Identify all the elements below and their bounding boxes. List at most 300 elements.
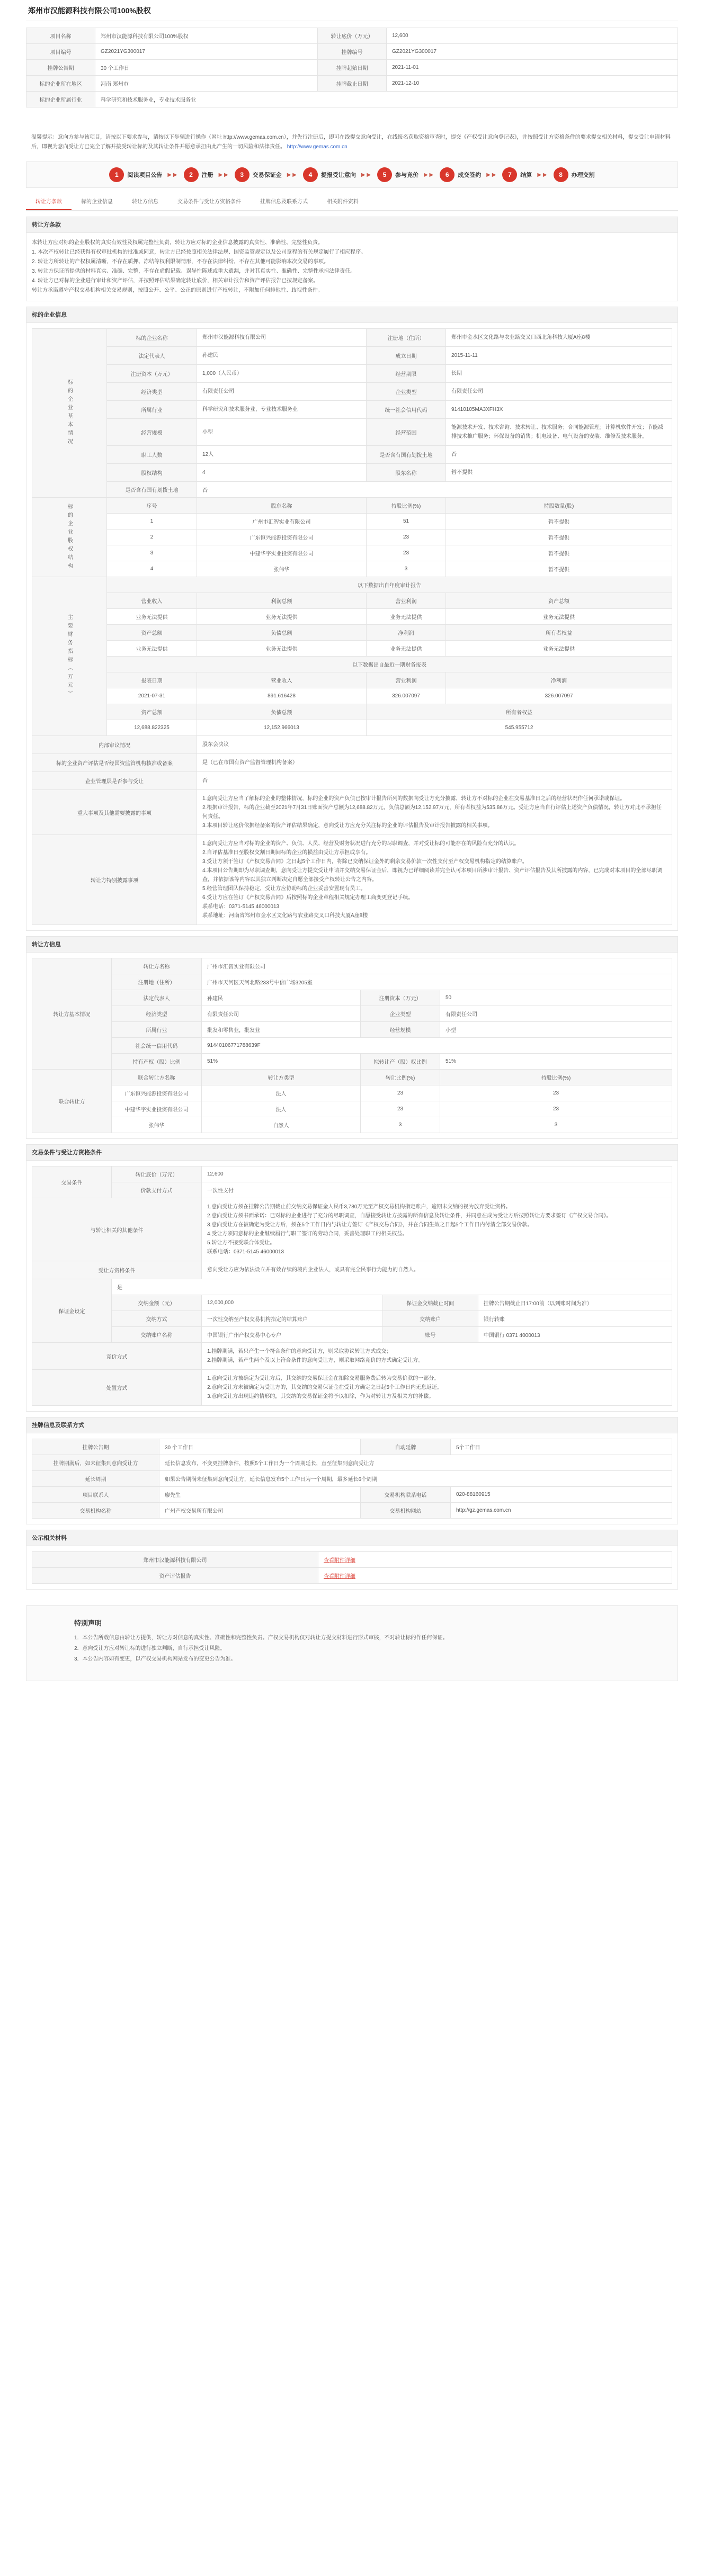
column-header: 报表日期 bbox=[107, 672, 197, 688]
field-label: 交易机构网站 bbox=[361, 1503, 451, 1519]
table-row bbox=[32, 1327, 672, 1343]
table-cell: 暂不提供 bbox=[446, 529, 672, 545]
field-label: 是否含有国有划拨土地 bbox=[367, 446, 446, 464]
table-cell: 业务无法提供 bbox=[197, 641, 367, 657]
field-label: 经营期限 bbox=[367, 365, 446, 383]
table-row bbox=[32, 958, 672, 974]
table-cell: 法人 bbox=[202, 1101, 361, 1117]
terms-line: 3. 转让方保证所提供的材料真实、准确、完整，不存在虚假记载、误导性陈述或重大遗漏，并对其真实性、准确性、完整性承担法律责任。 bbox=[32, 268, 356, 274]
column-header: 负债总额 bbox=[197, 625, 367, 641]
field-label: 所属行业 bbox=[112, 1022, 202, 1038]
section-transferor-info bbox=[26, 936, 678, 1139]
step-label: 参与竞价 bbox=[395, 172, 419, 178]
column-header: 负债总额 bbox=[197, 704, 367, 720]
table-row bbox=[32, 1439, 672, 1455]
table-row bbox=[26, 44, 678, 60]
table-cell: 326.007097 bbox=[367, 688, 446, 704]
notice-link[interactable]: http://www.gemas.com.cn bbox=[287, 144, 347, 150]
table-cell: 暂不提供 bbox=[446, 514, 672, 529]
process-step bbox=[303, 167, 371, 182]
field-value: 91410105MA3XFH3X bbox=[446, 401, 672, 419]
field-value: 1,000（人民币） bbox=[197, 365, 367, 383]
process-steps bbox=[26, 161, 678, 188]
step-number: 6 bbox=[440, 167, 455, 182]
table-cell: 545.955712 bbox=[367, 720, 672, 736]
field-label: 统一社会信用代码 bbox=[367, 401, 446, 419]
field-value: 郑州市汉能源科技有限公司 bbox=[197, 329, 367, 347]
step-number: 4 bbox=[303, 167, 318, 182]
field-value: 郑州市金水区文化路与农业路交叉口西北角科技大厦A座8楼 bbox=[446, 329, 672, 347]
field-label: 自动延牌 bbox=[361, 1439, 451, 1455]
field-label: 注册资本（万元） bbox=[107, 365, 197, 383]
field-value: 否 bbox=[197, 772, 672, 790]
field-value: 5个工作日 bbox=[451, 1439, 672, 1455]
attachment-name: 资产评估报告 bbox=[32, 1568, 318, 1584]
table-cell: 业务无法提供 bbox=[107, 609, 197, 625]
table-cell: 23 bbox=[440, 1085, 672, 1101]
field-label: 项目联系人 bbox=[32, 1487, 159, 1503]
process-step bbox=[502, 167, 547, 182]
table-cell: 326.007097 bbox=[446, 688, 672, 704]
tab-2[interactable]: 标的企业信息 bbox=[81, 199, 113, 205]
field-label: 是否含有国有划拨土地 bbox=[107, 482, 197, 498]
table-cell: 中建华宇实业投资有限公司 bbox=[197, 545, 367, 561]
table-row bbox=[32, 1006, 672, 1022]
table-cell: 张伟华 bbox=[112, 1117, 202, 1133]
field-label: 转让方特别披露事项 bbox=[32, 835, 197, 925]
section-title: 交易条件与受让方资格条件 bbox=[26, 1145, 678, 1161]
field-label: 交纳金额（元） bbox=[112, 1295, 202, 1311]
process-step bbox=[235, 167, 297, 182]
column-header: 转让比例(%) bbox=[361, 1070, 440, 1085]
field-value: GZ2021YG300017 bbox=[95, 44, 318, 60]
field-label: 股权结构 bbox=[107, 464, 197, 482]
field-label: 项目编号 bbox=[26, 44, 95, 60]
column-header: 联合转让方名称 bbox=[112, 1070, 202, 1085]
statement-line: 2．意向受让方应对转让标的进行独立判断，自行承担受让风险。 bbox=[74, 1646, 226, 1651]
field-value: 暂不提供 bbox=[446, 464, 672, 482]
group-label: 保证金设定 bbox=[32, 1279, 112, 1343]
field-label: 保证金交纳截止时间 bbox=[382, 1295, 478, 1311]
tab-5[interactable]: 挂牌信息及联系方式 bbox=[260, 199, 308, 205]
table-row bbox=[32, 1117, 672, 1133]
table-row bbox=[32, 835, 672, 925]
table-row bbox=[32, 1070, 672, 1085]
table-cell: 51 bbox=[367, 514, 446, 529]
field-label: 标的企业名称 bbox=[107, 329, 197, 347]
field-value: 有限责任公司 bbox=[440, 1006, 672, 1022]
group-label: 受让方资格条件 bbox=[32, 1261, 202, 1279]
table-cell: 2021-07-31 bbox=[107, 688, 197, 704]
table-row bbox=[32, 641, 672, 657]
table-cell: 法人 bbox=[202, 1085, 361, 1101]
table-cell: 3 bbox=[361, 1117, 440, 1133]
view-attachment-link[interactable]: 查看附件详细 bbox=[324, 1558, 355, 1564]
section-title: 标的企业信息 bbox=[26, 307, 678, 323]
column-header: 净利润 bbox=[367, 625, 446, 641]
field-value: 孙建民 bbox=[197, 347, 367, 365]
table-cell: 业务无法提供 bbox=[367, 609, 446, 625]
table-cell: 12,152.966013 bbox=[197, 720, 367, 736]
table-row bbox=[32, 1471, 672, 1487]
table-row bbox=[32, 772, 672, 790]
table-row bbox=[32, 1552, 672, 1568]
table-cell: 业务无法提供 bbox=[197, 609, 367, 625]
field-label: 持有产权（股）比例 bbox=[112, 1054, 202, 1070]
step-label: 结算 bbox=[520, 172, 532, 178]
section-listing-info bbox=[26, 1417, 678, 1524]
table-row bbox=[32, 688, 672, 704]
table-row bbox=[32, 1343, 672, 1370]
column-header: 股东名称 bbox=[197, 498, 367, 514]
field-value: 河南 郑州市 bbox=[95, 76, 318, 92]
table-row bbox=[32, 446, 672, 464]
field-value: 中国银行 0371 4000013 bbox=[478, 1327, 672, 1343]
group-label: 主要财务指标（万元） bbox=[32, 577, 107, 736]
tab-6[interactable]: 相关附件资料 bbox=[327, 199, 359, 205]
step-number: 5 bbox=[377, 167, 392, 182]
field-label: 标的企业资产评估是否经国资监管机构核准或备案 bbox=[32, 754, 197, 772]
field-label: 挂牌期满后，如未征集到意向受让方 bbox=[32, 1455, 159, 1471]
column-header: 利润总额 bbox=[197, 593, 367, 609]
field-label: 挂牌截止日期 bbox=[318, 76, 387, 92]
field-label: 内部审议情况 bbox=[32, 736, 197, 754]
tab-3[interactable]: 转让方信息 bbox=[132, 199, 158, 205]
special-statement bbox=[26, 1605, 678, 1681]
field-value: 有限责任公司 bbox=[202, 1006, 361, 1022]
field-value: 是 bbox=[112, 1279, 672, 1295]
table-cell: 3 bbox=[440, 1117, 672, 1133]
column-header: 序号 bbox=[107, 498, 197, 514]
fin-subheader: 以下数据出自年度审计报告 bbox=[107, 577, 672, 593]
process-step bbox=[440, 167, 496, 182]
table-cell: 暂不提供 bbox=[446, 561, 672, 577]
table-row bbox=[32, 720, 672, 736]
field-value: 是（已在市国有资产监督管理机构备案） bbox=[197, 754, 672, 772]
table-cell: 广东恒兴能源投资有限公司 bbox=[197, 529, 367, 545]
field-label: 经济类型 bbox=[112, 1006, 202, 1022]
table-row bbox=[32, 625, 672, 641]
field-label: 交纳账户名称 bbox=[112, 1327, 202, 1343]
column-header: 净利润 bbox=[446, 672, 672, 688]
table-cell: 23 bbox=[367, 545, 446, 561]
field-value: 2015-11-11 bbox=[446, 347, 672, 365]
field-value: 51% bbox=[202, 1054, 361, 1070]
attachment-name: 郑州市汉能源科技有限公司 bbox=[32, 1552, 318, 1568]
table-cell: 业务无法提供 bbox=[446, 609, 672, 625]
field-value: 广州市汇智实业有限公司 bbox=[202, 958, 672, 974]
field-value: 30 个工作日 bbox=[159, 1439, 361, 1455]
terms-line: 本转让方应对标的企业股权的真实有效性及权属完整性负责，转让方应对标的企业信息披露的真实性、准确性、完整性负责。 bbox=[32, 240, 323, 246]
attachment-link-cell bbox=[318, 1552, 672, 1568]
field-value: 科学研究和技术服务业，专业技术服务业 bbox=[95, 92, 678, 107]
notice-text: 温馨提示：意向方参与该项目，请按以下要求参与，请按以下步骤进行操作（网址 http://www.gemas.com.cn），并先行注册后，即可在线提交意向受让，在线报名获取资格审查时，提交《产权受让意向登记表》，并按照受让方资格条件的要求提交相关材料，提交受让申请材料后，即视为意向受让方已完全了解并接受转让标的及其转让条件并愿意承担由此产生的一切风险和法律责任。 http://www.gemas.com.cn bbox=[31, 134, 671, 150]
table-row bbox=[32, 401, 672, 419]
table-cell: 12,688.822325 bbox=[107, 720, 197, 736]
field-label: 重大事项及其他需要披露的事项 bbox=[32, 790, 197, 835]
column-header: 转让方类型 bbox=[202, 1070, 361, 1085]
section-title: 挂牌信息及联系方式 bbox=[26, 1417, 678, 1433]
table-cell: 张伟华 bbox=[197, 561, 367, 577]
field-label: 标的企业所属行业 bbox=[26, 92, 95, 107]
field-label: 延长周期 bbox=[32, 1471, 159, 1487]
column-header: 营业利润 bbox=[367, 672, 446, 688]
table-row bbox=[32, 1261, 672, 1279]
step-number: 7 bbox=[502, 167, 517, 182]
column-header: 资产总额 bbox=[107, 704, 197, 720]
table-row bbox=[32, 1054, 672, 1070]
statement-line: 1．本公告所载信息由转让方提供，转让方对信息的真实性、准确性和完整性负责。产权交易机构仅对转让方提交材料进行形式审核，不对转让标的作任何保证。 bbox=[74, 1635, 448, 1641]
table-row bbox=[32, 365, 672, 383]
table-row bbox=[32, 482, 672, 498]
arrow-icon: ▶ ▶ bbox=[167, 172, 177, 178]
field-label: 注册地（住所） bbox=[367, 329, 446, 347]
table-row bbox=[26, 28, 678, 44]
field-label: 经济类型 bbox=[107, 383, 197, 401]
table-cell: 23 bbox=[367, 529, 446, 545]
field-value: 12人 bbox=[197, 446, 367, 464]
table-cell: 23 bbox=[361, 1085, 440, 1101]
fin-subheader: 以下数据出自最近一期财务报表 bbox=[107, 657, 672, 672]
project-summary-table bbox=[26, 28, 678, 107]
field-label: 股东名称 bbox=[367, 464, 446, 482]
field-label: 法定代表人 bbox=[107, 347, 197, 365]
group-label: 交易条件 bbox=[32, 1166, 112, 1198]
section-attachments bbox=[26, 1530, 678, 1590]
table-row bbox=[32, 561, 672, 577]
process-step bbox=[377, 167, 433, 182]
table-row bbox=[32, 593, 672, 609]
group-label: 竞价方式 bbox=[32, 1343, 202, 1370]
column-header: 营业利润 bbox=[367, 593, 446, 609]
statement-title: 特别声明 bbox=[74, 1619, 102, 1627]
arrow-icon: ▶ ▶ bbox=[218, 172, 228, 178]
group-label: 与转让相关的其他条件 bbox=[32, 1198, 202, 1261]
table-cell: 业务无法提供 bbox=[107, 641, 197, 657]
table-row bbox=[32, 1503, 672, 1519]
field-label: 职工人数 bbox=[107, 446, 197, 464]
field-value: 批发和零售业，批发业 bbox=[202, 1022, 361, 1038]
field-value: 否 bbox=[197, 482, 672, 498]
table-row bbox=[32, 1279, 672, 1295]
field-label: 标的企业所在地区 bbox=[26, 76, 95, 92]
table-row bbox=[32, 383, 672, 401]
field-label: 挂牌公告期 bbox=[26, 60, 95, 76]
field-label: 交易机构名称 bbox=[32, 1503, 159, 1519]
step-number: 8 bbox=[554, 167, 568, 182]
table-row bbox=[32, 1166, 672, 1182]
field-label: 挂牌起始日期 bbox=[318, 60, 387, 76]
table-row bbox=[32, 1022, 672, 1038]
table-cell: 891.616428 bbox=[197, 688, 367, 704]
step-number: 1 bbox=[109, 167, 124, 182]
group-label: 标的企业基本情况 bbox=[32, 329, 107, 498]
table-cell: 暂不提供 bbox=[446, 545, 672, 561]
table-row bbox=[32, 1101, 672, 1117]
table-row bbox=[32, 704, 672, 720]
table-row bbox=[32, 347, 672, 365]
column-header: 持股比例(%) bbox=[440, 1070, 672, 1085]
field-value: 小型 bbox=[440, 1022, 672, 1038]
column-header: 持股数量(股) bbox=[446, 498, 672, 514]
field-value: 郑州市汉能源科技有限公司100%股权 bbox=[95, 28, 318, 44]
field-label: 法定代表人 bbox=[112, 990, 202, 1006]
table-row bbox=[32, 1182, 672, 1198]
table-row bbox=[32, 1311, 672, 1327]
table-row bbox=[32, 419, 672, 446]
arrow-icon: ▶ ▶ bbox=[537, 172, 547, 178]
terms-line: 4. 转让方已对标的企业进行审计和资产评估，并按照评估结果确定转让底价，相关审计报告和资产评估报告已按规定备案。 bbox=[32, 278, 319, 284]
table-row bbox=[32, 1455, 672, 1471]
table-row bbox=[32, 672, 672, 688]
table-cell: 4 bbox=[107, 561, 197, 577]
step-label: 提报受让意向 bbox=[320, 172, 356, 178]
field-value: 50 bbox=[440, 990, 672, 1006]
field-label: 挂牌公告期 bbox=[32, 1439, 159, 1455]
section-transferor-terms bbox=[26, 217, 678, 301]
field-label: 企业管理层是否参与受让 bbox=[32, 772, 197, 790]
field-value: 1.意向受让方被确定为受让方后，其交纳的交易保证金在扣除交易服务费后转为交易价款的一部分。 2.意向受让方未被确定为受让方的，其交纳的交易保证金在受让方确定之日起5个工作日内无息返还。 3.意向受让方出现违约情形的，其交纳的交易保证金将予以扣除，作为对转让方及相关方的补偿。 bbox=[202, 1370, 672, 1406]
section-trade-conditions bbox=[26, 1144, 678, 1412]
field-value: GZ2021YG300017 bbox=[387, 44, 678, 60]
field-value: 有限责任公司 bbox=[446, 383, 672, 401]
table-cell: 2 bbox=[107, 529, 197, 545]
table-row bbox=[32, 577, 672, 593]
field-label: 经营规模 bbox=[361, 1022, 440, 1038]
step-label: 阅读项目公告 bbox=[127, 172, 163, 178]
column-header: 持股比例(%) bbox=[367, 498, 446, 514]
table-cell: 3 bbox=[107, 545, 197, 561]
field-value: 广州产权交易所有限公司 bbox=[159, 1503, 361, 1519]
field-label: 注册地（住所） bbox=[112, 974, 202, 990]
process-step bbox=[554, 167, 595, 182]
field-value: 020-88160915 bbox=[451, 1487, 672, 1503]
field-label: 经营范围 bbox=[367, 419, 446, 446]
field-label: 价款支付方式 bbox=[112, 1182, 202, 1198]
table-cell: 23 bbox=[361, 1101, 440, 1117]
arrow-icon: ▶ ▶ bbox=[287, 172, 297, 178]
group-label: 标的企业股权结构 bbox=[32, 498, 107, 577]
field-label: 企业类型 bbox=[361, 1006, 440, 1022]
field-label: 交纳账户 bbox=[382, 1311, 478, 1327]
table-row bbox=[32, 1198, 672, 1261]
process-step bbox=[184, 167, 228, 182]
page-header bbox=[26, 0, 678, 21]
field-value: 意向受让方应为依法设立并有效存续的境内企业法人，或具有完全民事行为能力的自然人。 bbox=[202, 1261, 672, 1279]
group-label: 联合转让方 bbox=[32, 1070, 112, 1133]
field-value: 1.意向受让方应当对标的企业的资产、负债、人员、经营及财务状况进行充分的尽职调查，并对受让标的可能存在的风险有充分的认识。 2.自评估基准日至股权交割日期间标的企业的损益由受让方承担或享有。 3.受让方须于签订《产权交易合同》之日起5个工作日内，将除已交纳保证金外的剩余交易价款一次性支付至产权交易机构指定的结算账户。 4.本项目公告期即为尽职调查期，意向受让方提交受让申请并交纳交易保证金后，即视为已详细阅读并完全认可本项目所涉审计报告、资产评估报告及其所披露的内容，已完成对本项目的全部尽职调查，并依据该等内容以其独立判断决定自愿全部接受产权转让公告之内容。 5.经营管理团队保持稳定，受让方应协助标的企业妥善安置现有员工。 6.受让方应在签订《产权交易合同》后按照标的企业章程相关规定办理工商变更登记手续。 联系电话：0371-5145 46000013 联系地址：河南省郑州市金水区文化路与农业路交叉口科技大厦A座8楼 bbox=[197, 835, 672, 925]
field-label: 交易机构联系电话 bbox=[361, 1487, 451, 1503]
table-row bbox=[32, 736, 672, 754]
field-value: 广州市天河区天河北路233号中信广场3205室 bbox=[202, 974, 672, 990]
field-value: 一次性交纳至产权交易机构指定的结算账户 bbox=[202, 1311, 383, 1327]
group-label: 处置方式 bbox=[32, 1370, 202, 1406]
column-header: 营业收入 bbox=[197, 672, 367, 688]
table-row bbox=[32, 464, 672, 482]
field-value: 延长信息发布，不变更挂牌条件，按照5个工作日为一个周期延长，直至征集到意向受让方 bbox=[159, 1455, 672, 1471]
column-header: 所有者权益 bbox=[446, 625, 672, 641]
field-value: 长期 bbox=[446, 365, 672, 383]
field-value: 一次性支付 bbox=[202, 1182, 672, 1198]
field-label: 拟转让产（股）权比例 bbox=[361, 1054, 440, 1070]
table-row bbox=[32, 657, 672, 672]
table-row bbox=[32, 545, 672, 561]
field-value: 股东会决议 bbox=[197, 736, 672, 754]
table-row bbox=[26, 60, 678, 76]
section-tabs bbox=[26, 194, 678, 211]
field-value: 孙建民 bbox=[202, 990, 361, 1006]
field-value: 能源技术开发、技术咨询、技术转让、技术服务；合同能源管理；计算机软件开发；节能减排技术推广服务；环保设备的销售；机电设备、电气设备的安装、维修及技术服务。 bbox=[446, 419, 672, 446]
table-row bbox=[32, 974, 672, 990]
field-value: 中国银行广州产权交易中心专户 bbox=[202, 1327, 383, 1343]
section-title: 转让方条款 bbox=[26, 217, 678, 233]
page-title: 郑州市汉能源科技有限公司100%股权 bbox=[28, 6, 151, 15]
step-number: 3 bbox=[235, 167, 249, 182]
step-label: 交易保证金 bbox=[252, 172, 282, 178]
field-label: 所属行业 bbox=[107, 401, 197, 419]
field-value: 12,000,000 bbox=[202, 1295, 383, 1311]
table-cell: 1 bbox=[107, 514, 197, 529]
table-row bbox=[32, 609, 672, 625]
view-attachment-link[interactable]: 查看附件详细 bbox=[324, 1574, 355, 1579]
table-row bbox=[32, 1085, 672, 1101]
table-row bbox=[32, 1370, 672, 1406]
field-value: 2021-12-10 bbox=[387, 76, 678, 92]
group-label: 转让方基本情况 bbox=[32, 958, 112, 1070]
field-label: 转让方名称 bbox=[112, 958, 202, 974]
tab-1[interactable]: 转让方条款 bbox=[26, 194, 72, 210]
terms-line: 转让方承诺遵守产权交易机构相关交易规则，按照公开、公平、公正的原则进行产权转让，不附加任何排他性、歧视性条件。 bbox=[32, 288, 323, 293]
field-value: 4 bbox=[197, 464, 367, 482]
step-number: 2 bbox=[184, 167, 199, 182]
field-value: 12,600 bbox=[202, 1166, 672, 1182]
field-value: 91440106771788639F bbox=[202, 1038, 672, 1054]
field-label: 社会统一信用代码 bbox=[112, 1038, 202, 1054]
field-value: 小型 bbox=[197, 419, 367, 446]
tab-4[interactable]: 交易条件与受让方资格条件 bbox=[177, 199, 241, 205]
table-cell: 自然人 bbox=[202, 1117, 361, 1133]
arrow-icon: ▶ ▶ bbox=[361, 172, 371, 178]
field-value: 1.意向受让方须在挂牌公告期截止前交纳交易保证金人民币3,780万元至产权交易机构指定账户，逾期未交纳的视为放弃受让资格。 2.意向受让方须书面承诺：已对标的企业进行了充分的尽职调查，自愿接受转让方披露的所有信息及转让条件，并同意在成为受让方后按照转让方要求签订《产权交易合同》。 3.意向受让方在被确定为受让方后，须在5个工作日内与转让方签订《产权交易合同》，并在合同生效之日起5个工作日内付清全部交易价款。 4.受让方须同意标的企业继续履行与职工签订的劳动合同，妥善处理职工的相关权益。 5.转让方不接受联合体受让。 联系电话：0371-5145 46000013 bbox=[202, 1198, 672, 1261]
step-label: 办理交割 bbox=[571, 172, 595, 178]
field-value: 银行转账 bbox=[478, 1311, 672, 1327]
field-label: 经营规模 bbox=[107, 419, 197, 446]
table-row bbox=[32, 790, 672, 835]
field-value: 如果公告期满未征集到意向受让方，延长信息发布5个工作日为一个周期，最多延长6个周期 bbox=[159, 1471, 672, 1487]
field-label: 项目名称 bbox=[26, 28, 95, 44]
field-value: http://gz.gemas.com.cn bbox=[451, 1503, 672, 1519]
field-label: 转让底价（万元） bbox=[318, 28, 387, 44]
table-row bbox=[32, 529, 672, 545]
step-label: 注册 bbox=[201, 172, 213, 178]
column-header: 资产总额 bbox=[107, 625, 197, 641]
table-row bbox=[32, 1487, 672, 1503]
table-row bbox=[26, 92, 678, 107]
table-row bbox=[32, 1038, 672, 1054]
table-row bbox=[32, 498, 672, 514]
column-header: 资产总额 bbox=[446, 593, 672, 609]
table-cell: 23 bbox=[440, 1101, 672, 1117]
table-row bbox=[32, 1295, 672, 1311]
field-value: 30 个工作日 bbox=[95, 60, 318, 76]
field-value: 12,600 bbox=[387, 28, 678, 44]
field-label: 注册资本（万元） bbox=[361, 990, 440, 1006]
field-value: 1.意向受让方应当了解标的企业的整体情况，标的企业的资产负债已按审计报告所列的数据向受让方充分披露，转让方不对标的企业在交易基准日之后的经营状况作任何承诺或保证。 2.根据审计报告，标的企业截至2021年7月31日账面资产总额为12,688.82万元，负债总额为12,152.97万元，所有者权益为535.86万元。受让方应当自行评估上述资产负债情况，转让方对此不承担任何责任。 3.本项目转让底价依据经备案的资产评估结果确定，意向受让方应充分关注标的企业的评估报告及审计报告披露的相关事项。 bbox=[197, 790, 672, 835]
terms-line: 2. 转让方所转让的产权权属清晰，不存在质押、冻结等权利限制情形，不存在法律纠纷，不存在其他可能影响本次交易的事项。 bbox=[32, 259, 329, 265]
field-value: 挂牌公告期截止日17:00前（以到账时间为准） bbox=[478, 1295, 672, 1311]
field-value: 科学研究和技术服务业，专业技术服务业 bbox=[197, 401, 367, 419]
table-row bbox=[26, 76, 678, 92]
